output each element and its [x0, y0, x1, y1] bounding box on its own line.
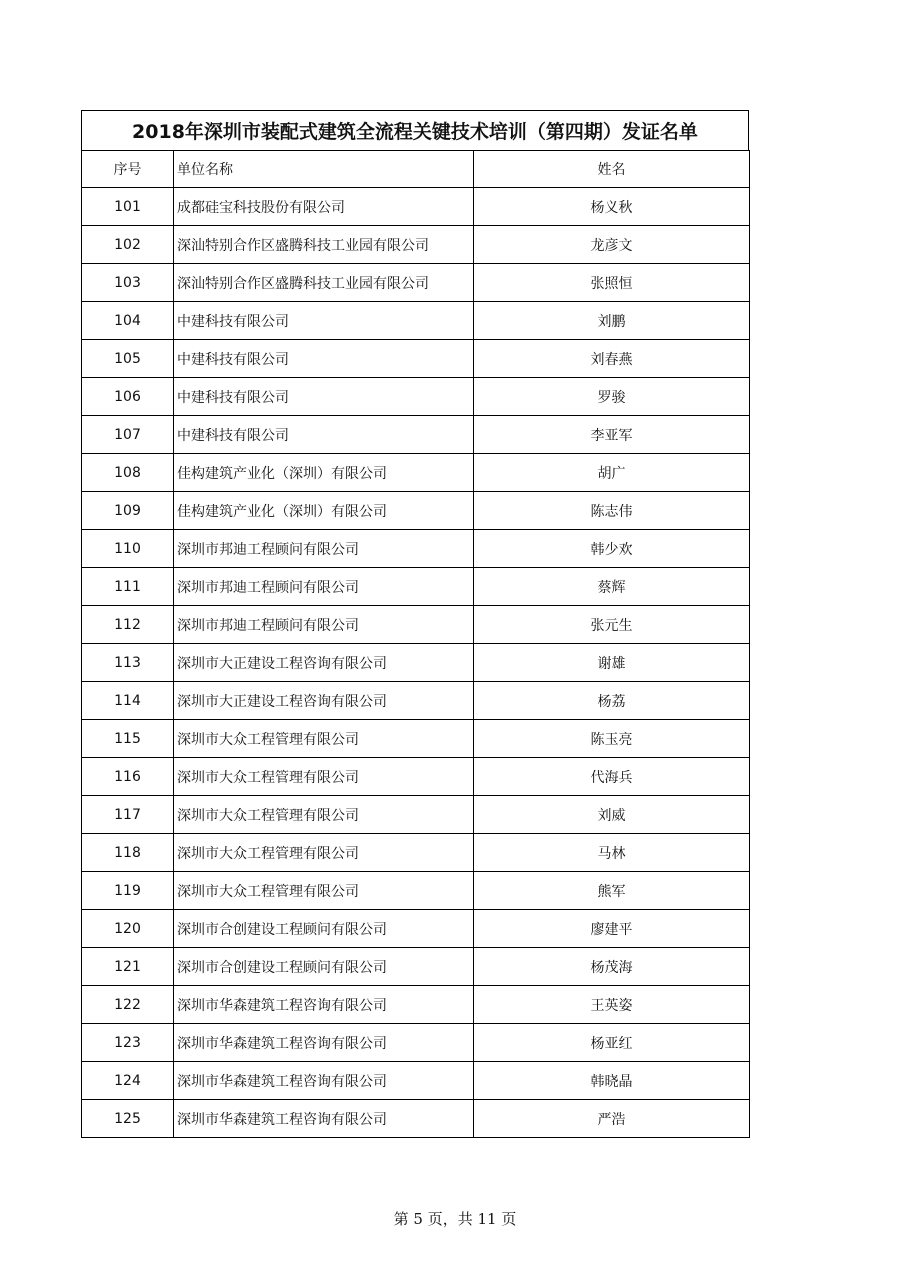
- row-unit-name: 深圳市合创建设工程顾问有限公司: [174, 948, 474, 986]
- table-row: [82, 340, 750, 378]
- table-row: [82, 1100, 750, 1138]
- row-serial-number: 120: [82, 910, 174, 948]
- row-unit-name: 成都硅宝科技股份有限公司: [174, 188, 474, 226]
- row-unit-name: 深圳市华森建筑工程咨询有限公司: [174, 1024, 474, 1062]
- row-serial-number: 101: [82, 188, 174, 226]
- row-unit-name: 中建科技有限公司: [174, 416, 474, 454]
- header-person-name: 姓名: [474, 151, 750, 188]
- document-title: 2018年深圳市装配式建筑全流程关键技术培训（第四期）发证名单: [81, 110, 749, 150]
- table-row: [82, 606, 750, 644]
- row-unit-name: 深圳市大正建设工程咨询有限公司: [174, 682, 474, 720]
- row-serial-number: 123: [82, 1024, 174, 1062]
- row-unit-name: 深圳市邦迪工程顾问有限公司: [174, 606, 474, 644]
- page-footer: 第 5 页，共 11 页: [393, 1210, 517, 1228]
- table-row: [82, 264, 750, 302]
- row-serial-number: 109: [82, 492, 174, 530]
- row-person-name: 陈玉亮: [474, 720, 750, 758]
- row-serial-number: 124: [82, 1062, 174, 1100]
- row-unit-name: 深圳市华森建筑工程咨询有限公司: [174, 986, 474, 1024]
- table-row: [82, 758, 750, 796]
- row-serial-number: 119: [82, 872, 174, 910]
- row-person-name: 李亚军: [474, 416, 750, 454]
- row-person-name: 刘威: [474, 796, 750, 834]
- row-unit-name: 深圳市大众工程管理有限公司: [174, 834, 474, 872]
- row-serial-number: 125: [82, 1100, 174, 1138]
- row-serial-number: 117: [82, 796, 174, 834]
- table-row: [82, 454, 750, 492]
- row-person-name: 谢雄: [474, 644, 750, 682]
- row-unit-name: 深圳市大正建设工程咨询有限公司: [174, 644, 474, 682]
- row-serial-number: 110: [82, 530, 174, 568]
- table-row: [82, 568, 750, 606]
- row-serial-number: 103: [82, 264, 174, 302]
- row-unit-name: 深圳市华森建筑工程咨询有限公司: [174, 1100, 474, 1138]
- row-person-name: 马林: [474, 834, 750, 872]
- table-row: [82, 986, 750, 1024]
- row-serial-number: 121: [82, 948, 174, 986]
- row-unit-name: 深圳市华森建筑工程咨询有限公司: [174, 1062, 474, 1100]
- row-unit-name: 深圳市大众工程管理有限公司: [174, 758, 474, 796]
- row-unit-name: 深圳市大众工程管理有限公司: [174, 796, 474, 834]
- table-row: [82, 188, 750, 226]
- row-unit-name: 深圳市大众工程管理有限公司: [174, 872, 474, 910]
- row-unit-name: 深圳市大众工程管理有限公司: [174, 720, 474, 758]
- table-row: [82, 682, 750, 720]
- table-body: [82, 188, 750, 1138]
- table-row: [82, 1062, 750, 1100]
- row-serial-number: 104: [82, 302, 174, 340]
- table-row: [82, 302, 750, 340]
- row-person-name: 杨荔: [474, 682, 750, 720]
- header-serial-number: 序号: [82, 151, 174, 188]
- row-serial-number: 118: [82, 834, 174, 872]
- row-person-name: 杨义秋: [474, 188, 750, 226]
- table-row: [82, 1024, 750, 1062]
- row-unit-name: 中建科技有限公司: [174, 378, 474, 416]
- row-serial-number: 102: [82, 226, 174, 264]
- row-person-name: 韩晓晶: [474, 1062, 750, 1100]
- row-unit-name: 佳构建筑产业化（深圳）有限公司: [174, 454, 474, 492]
- row-person-name: 杨茂海: [474, 948, 750, 986]
- row-person-name: 王英姿: [474, 986, 750, 1024]
- row-person-name: 熊军: [474, 872, 750, 910]
- row-person-name: 蔡辉: [474, 568, 750, 606]
- row-person-name: 刘春燕: [474, 340, 750, 378]
- table-row: [82, 948, 750, 986]
- row-unit-name: 深圳市邦迪工程顾问有限公司: [174, 568, 474, 606]
- table-header-row: [82, 151, 750, 188]
- row-person-name: 廖建平: [474, 910, 750, 948]
- row-person-name: 龙彦文: [474, 226, 750, 264]
- table-row: [82, 492, 750, 530]
- row-person-name: 罗骏: [474, 378, 750, 416]
- row-unit-name: 深汕特别合作区盛腾科技工业园有限公司: [174, 226, 474, 264]
- table-row: [82, 872, 750, 910]
- row-serial-number: 113: [82, 644, 174, 682]
- row-unit-name: 中建科技有限公司: [174, 340, 474, 378]
- row-serial-number: 114: [82, 682, 174, 720]
- row-unit-name: 佳构建筑产业化（深圳）有限公司: [174, 492, 474, 530]
- certificate-list-sheet: [81, 110, 749, 1138]
- row-serial-number: 107: [82, 416, 174, 454]
- row-person-name: 严浩: [474, 1100, 750, 1138]
- header-unit-name: 单位名称: [174, 151, 474, 188]
- row-person-name: 刘鹏: [474, 302, 750, 340]
- row-unit-name: 深汕特别合作区盛腾科技工业园有限公司: [174, 264, 474, 302]
- row-serial-number: 111: [82, 568, 174, 606]
- row-serial-number: 112: [82, 606, 174, 644]
- table-row: [82, 416, 750, 454]
- row-person-name: 韩少欢: [474, 530, 750, 568]
- row-unit-name: 中建科技有限公司: [174, 302, 474, 340]
- row-unit-name: 深圳市邦迪工程顾问有限公司: [174, 530, 474, 568]
- table-row: [82, 796, 750, 834]
- row-serial-number: 116: [82, 758, 174, 796]
- table-row: [82, 910, 750, 948]
- row-person-name: 陈志伟: [474, 492, 750, 530]
- row-unit-name: 深圳市合创建设工程顾问有限公司: [174, 910, 474, 948]
- table-row: [82, 644, 750, 682]
- certificate-table: [81, 150, 750, 1138]
- row-person-name: 胡广: [474, 454, 750, 492]
- table-row: [82, 378, 750, 416]
- table-row: [82, 834, 750, 872]
- table-row: [82, 226, 750, 264]
- row-serial-number: 115: [82, 720, 174, 758]
- table-row: [82, 720, 750, 758]
- table-row: [82, 530, 750, 568]
- row-serial-number: 105: [82, 340, 174, 378]
- row-person-name: 张照恒: [474, 264, 750, 302]
- row-person-name: 杨亚红: [474, 1024, 750, 1062]
- row-serial-number: 106: [82, 378, 174, 416]
- row-person-name: 张元生: [474, 606, 750, 644]
- row-serial-number: 122: [82, 986, 174, 1024]
- row-serial-number: 108: [82, 454, 174, 492]
- row-person-name: 代海兵: [474, 758, 750, 796]
